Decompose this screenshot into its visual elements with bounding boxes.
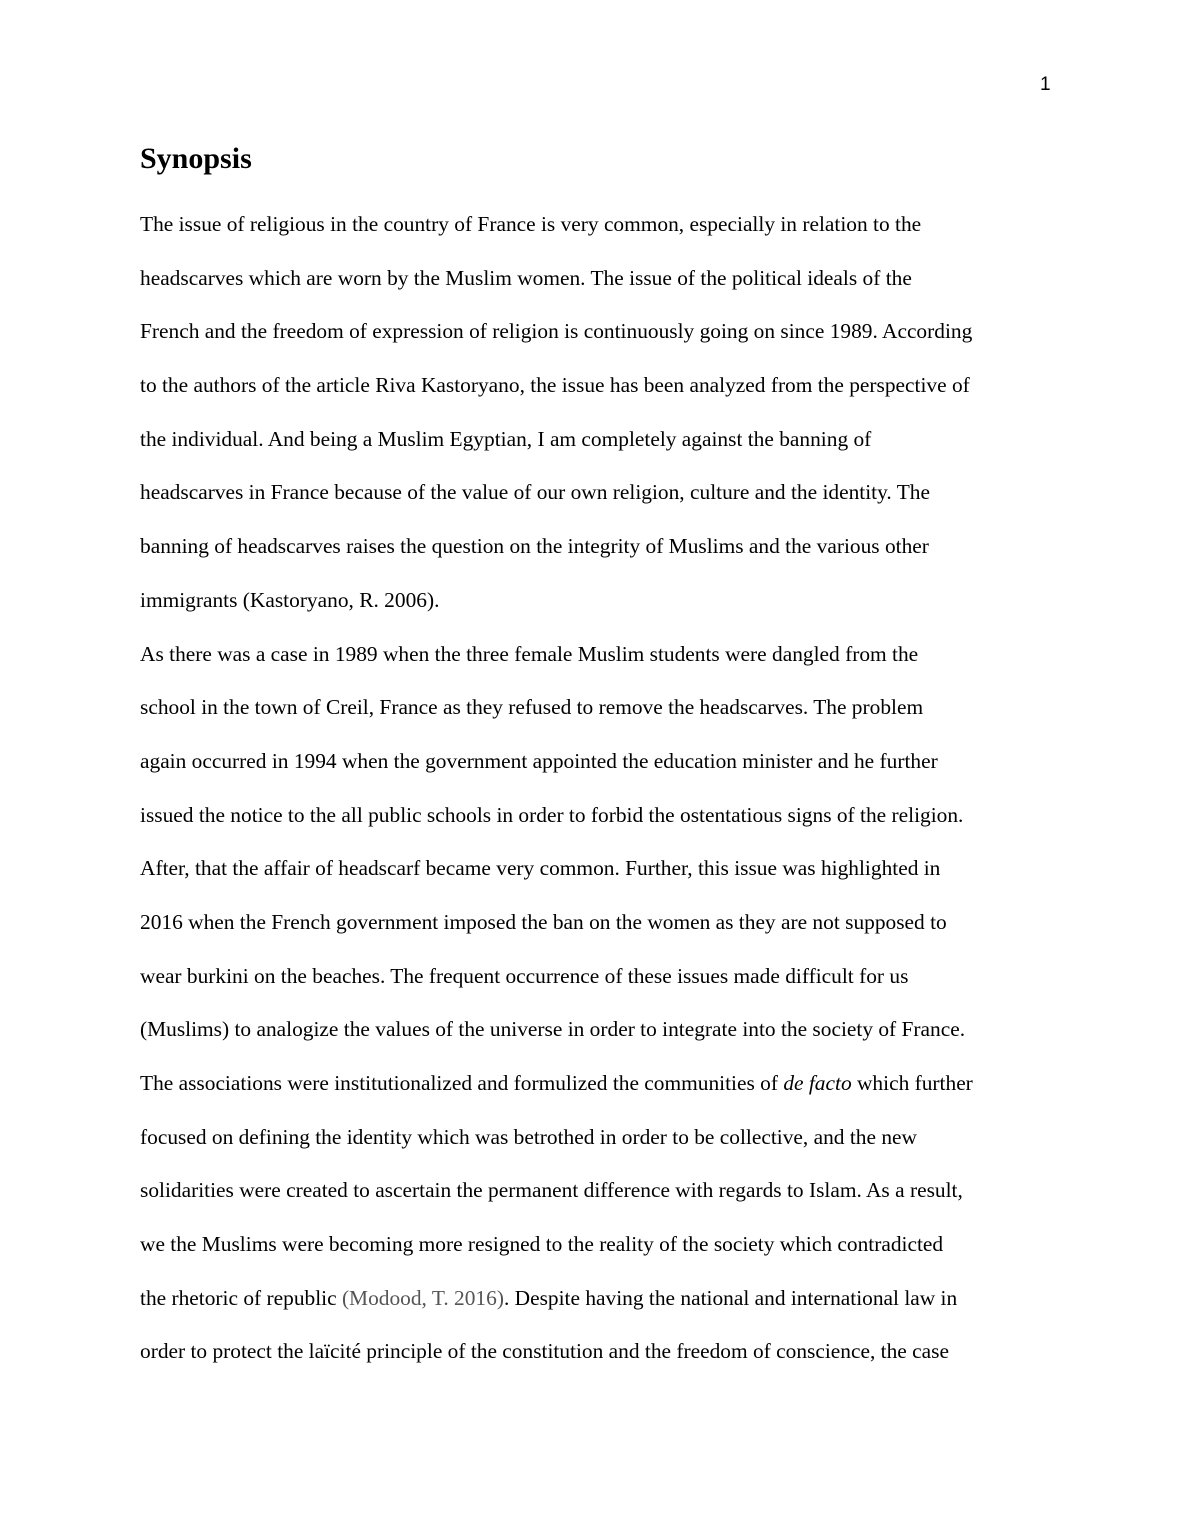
text-line: focused on defining the identity which was betrothed in order to be collective, and the new [140,1124,917,1149]
text-line: 2016 when the French government imposed the ban on the women as they are not supposed to [140,909,947,934]
section-heading: Synopsis [140,142,252,175]
text-segment: The associations were institutionalized and formulized the communities of [140,1071,784,1095]
text-line: headscarves in France because of the value of our own religion, culture and the identity. The [140,480,930,505]
text-line: headscarves which are worn by the Muslim women. The issue of the political ideals of the [140,265,912,290]
text-segment: . Despite having the national and international law in [503,1285,958,1310]
text-line [140,1272,1052,1326]
text-line: The issue of religious in the country of France is very common, especially in relation to the [140,212,922,236]
text-line: immigrants (Kastoryano, R. 2006). [140,587,440,612]
text-line: to the authors of the article Riva Kastoryano, the issue has been analyzed from the perspective of [140,373,970,398]
text-segment: which further [851,1071,973,1095]
text-line: As there was a case in 1989 when the three female Muslim students were dangled from the [140,641,919,666]
text-line [140,1057,1052,1111]
text-line: wear burkini on the beaches. The frequent occurrence of these issues made difficult for us [140,963,909,988]
text-line: the individual. And being a Muslim Egyptian, I am completely against the banning of [140,426,872,451]
text-segment: the rhetoric of republic [140,1285,342,1310]
italic-term: de facto [783,1071,852,1095]
citation: (Modood, T. 2016) [341,1285,504,1310]
text-line: After, that the affair of headscarf became very common. Further, this issue was highlighted in [140,856,941,881]
page-number: 1 [1040,74,1051,95]
document-body [140,198,1052,1379]
text-line: again occurred in 1994 when the government appointed the education minister and he further [140,748,938,773]
text-line: issued the notice to the all public schools in order to forbid the ostentatious signs of the religion. [140,802,964,827]
text-line: banning of headscarves raises the question on the integrity of Muslims and the various other [140,534,929,559]
text-line: order to protect the laïcité principle of the constitution and the freedom of conscience, the case [140,1339,949,1364]
text-line: we the Muslims were becoming more resigned to the reality of the society which contradicted [140,1232,944,1257]
text-line: French and the freedom of expression of religion is continuously going on since 1989. According [140,319,973,344]
text-line: (Muslims) to analogize the values of the universe in order to integrate into the society of France. [140,1017,966,1042]
text-line: solidarities were created to ascertain the permanent difference with regards to Islam. As a result, [140,1178,963,1203]
text-line: school in the town of Creil, France as they refused to remove the headscarves. The problem [140,695,924,720]
